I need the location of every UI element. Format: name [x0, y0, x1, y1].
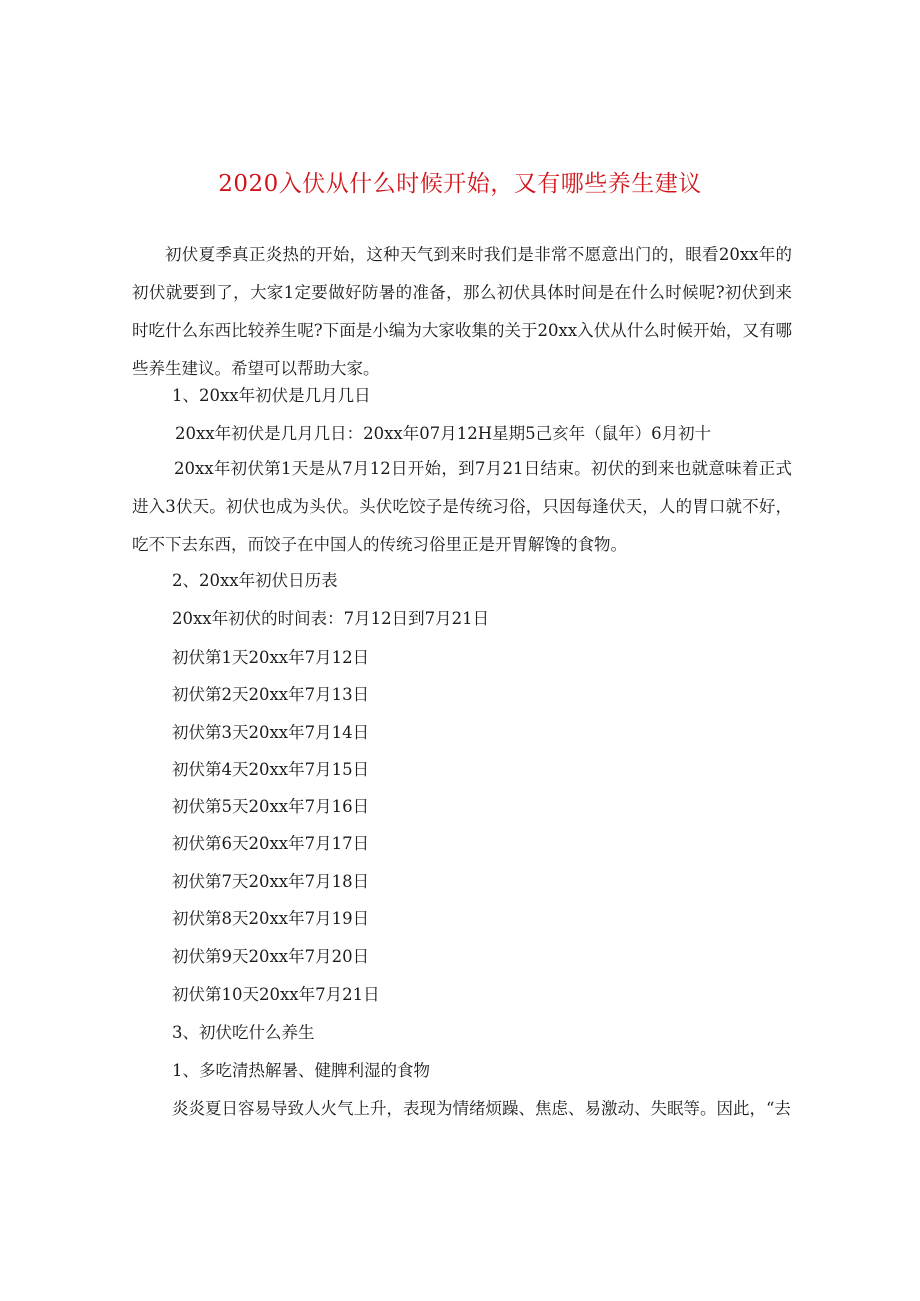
calendar-item: 初伏第4天20xx年7月15日	[172, 760, 370, 779]
calendar-item: 初伏第10天20xx年7月21日	[172, 985, 380, 1004]
section2-heading: 2、20xx年初伏日历表	[172, 571, 338, 590]
intro-paragraph: 初伏夏季真正炎热的开始，这种天气到来时我们是非常不愿意出门的，眼看20xx年的初伏就要到了，大家1定要做好防暑的准备，那么初伏具体时间是在什么时候呢?初伏到来时吃什么东西比较养生呢?下面是小编为大家收集的关于20xx入伏从什么时候开始，又有哪些养生建议。希望可以帮助大家。	[132, 245, 792, 378]
section1-detail-paragraph: 20xx年初伏第1天是从7月12日开始，到7月21日结束。初伏的到来也就意味着正式进入3伏天。初伏也成为头伏。头伏吃饺子是传统习俗，只因每逢伏天，人的胃口就不好，吃不下去东西，而饺子在中国人的传统习俗里正是开胃解馋的食物。	[132, 459, 792, 554]
calendar-item: 初伏第6天20xx年7月17日	[172, 834, 370, 853]
section2-schedule: 20xx年初伏的时间表：7月12日到7月21日	[172, 609, 490, 628]
calendar-item: 初伏第7天20xx年7月18日	[172, 872, 370, 891]
document-title: 2020入伏从什么时候开始，又有哪些养生建议	[218, 171, 702, 197]
calendar-item: 初伏第1天20xx年7月12日	[172, 648, 370, 667]
section3-heading: 3、初伏吃什么养生	[172, 1023, 315, 1042]
section1-heading: 1、20xx年初伏是几月几日	[172, 386, 371, 405]
calendar-item: 初伏第9天20xx年7月20日	[172, 947, 370, 966]
calendar-item: 初伏第8天20xx年7月19日	[172, 909, 370, 928]
section3-subheading: 1、多吃清热解暑、健脾利湿的食物	[172, 1061, 430, 1080]
calendar-item: 初伏第2天20xx年7月13日	[172, 685, 370, 704]
section3-text: 炎炎夏日容易导致人火气上升，表现为情绪烦躁、焦虑、易激动、失眠等。因此，“去	[172, 1099, 791, 1118]
calendar-item: 初伏第3天20xx年7月14日	[172, 723, 370, 742]
calendar-item: 初伏第5天20xx年7月16日	[172, 797, 370, 816]
section1-date-line: 20xx年初伏是几月几日：20xx年07月12H星期5己亥年（鼠年）6月初十	[175, 424, 712, 443]
